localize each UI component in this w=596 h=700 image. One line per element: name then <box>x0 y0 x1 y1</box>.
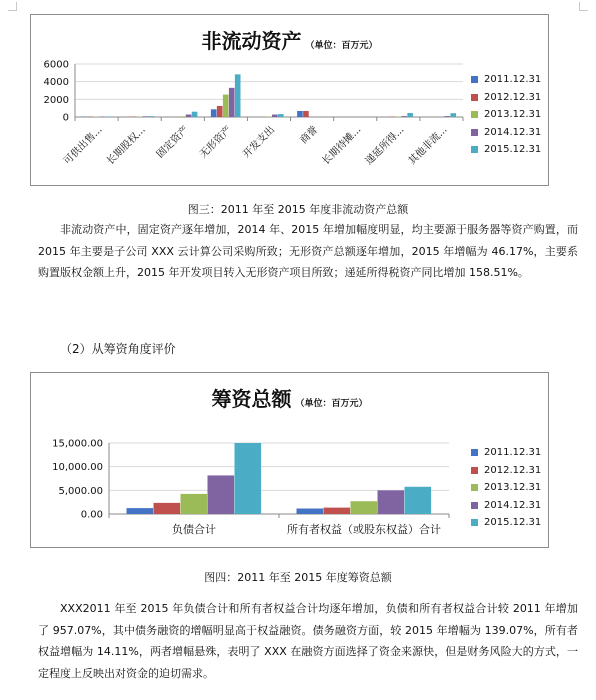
bar <box>154 503 181 514</box>
legend-label: 2014.12.31 <box>484 499 542 511</box>
x-category-label: 商誉 <box>298 124 321 147</box>
legend-label: 2012.12.31 <box>484 91 542 103</box>
legend-label: 2014.12.31 <box>484 126 542 138</box>
bar <box>395 116 401 117</box>
bar <box>137 116 143 117</box>
legend-swatch <box>471 484 478 491</box>
x-category-label: 可供出售... <box>61 124 105 168</box>
legend-swatch <box>471 146 478 153</box>
bar <box>181 494 208 514</box>
bar <box>278 114 284 117</box>
y-tick-label: 0.00 <box>80 509 103 521</box>
bar <box>127 508 154 514</box>
chart-unit: （单位：百万元） <box>305 41 378 51</box>
bar <box>208 475 235 514</box>
page-corner-mark <box>579 2 588 11</box>
y-tick-label: 5,000.00 <box>58 485 103 497</box>
legend-swatch <box>471 449 478 456</box>
figure-caption: 图四：2011 年至 2015 年度筹资总额 <box>204 571 392 584</box>
legend-label: 2011.12.31 <box>484 447 542 459</box>
bar <box>223 95 229 117</box>
legend-label: 2013.12.31 <box>484 482 542 494</box>
bar <box>186 115 192 117</box>
chart-title-text: 筹资总额 <box>211 387 292 411</box>
legend-item <box>471 479 541 497</box>
bar <box>272 115 278 117</box>
legend-swatch <box>471 129 478 136</box>
figure-caption: 图三：2011 年至 2015 年度非流动资产总额 <box>187 203 409 216</box>
legend-swatch <box>471 467 478 474</box>
legend-item <box>471 71 541 89</box>
legend-item <box>471 141 541 159</box>
legend-label: 2015.12.31 <box>484 144 542 156</box>
x-category-label: 负债合计 <box>172 523 216 536</box>
x-category-label: 长期待摊... <box>320 124 364 168</box>
body-paragraph: XXX2011 年至 2015 年负债合计和所有者权益合计均逐年增加，负债和所有者权益合计较 2011 年增加了 957.07%，其中债务融资的增幅明显高于权益融资。债务融资方面，较 2015 年增幅为 139.07%，所有者权益增幅为 14.11%，两者增幅悬殊，表明了 XXX 在融资方面选择了资金来源快，但是财务风险大的方式，一定程度上反映出对资金的迫切需求。 <box>38 602 578 680</box>
section-heading: （2）从筹资角度评价 <box>60 342 176 356</box>
bar <box>180 116 186 117</box>
legend-swatch <box>471 94 478 101</box>
legend-label: 2015.12.31 <box>484 517 542 529</box>
y-tick-label: 10,000.00 <box>52 462 103 474</box>
bar <box>235 74 241 117</box>
y-tick-label: 4000 <box>43 77 69 89</box>
bar <box>407 113 413 117</box>
page-corner-mark <box>8 2 17 11</box>
bar <box>211 109 217 117</box>
bar <box>192 112 198 117</box>
x-category-label: 其他非流... <box>406 124 450 168</box>
x-category-label: 所有者权益（或股东权益）合计 <box>287 523 441 536</box>
bar <box>297 509 324 514</box>
body-paragraph: 非流动资产中，固定资产逐年增加，2014 年、2015 年增加幅度明显，均主要源于服务器等资产购置，而 2015 年主要是子公司 XXX 云计算公司采购所致；无形资产总额逐年增加，2015 年增幅为 46.17%，主要系购置版权金额上升，2015 年开发项目转入无形资产项目所致；递延所得税资产同比增加 158.51%。 <box>38 223 578 279</box>
legend-item <box>471 89 541 107</box>
legend-item <box>471 514 541 532</box>
x-category-label: 无形资产 <box>197 124 235 161</box>
financing-total-chart[interactable] <box>30 372 549 548</box>
legend-label: 2012.12.31 <box>484 464 542 476</box>
bar <box>149 116 155 117</box>
legend-item <box>471 462 541 480</box>
y-tick-label: 0 <box>62 112 69 124</box>
legend-label: 2011.12.31 <box>484 74 542 86</box>
bar <box>303 111 309 117</box>
legend-swatch <box>471 111 478 118</box>
y-tick-label: 15,000.00 <box>52 438 103 450</box>
bar <box>143 116 149 117</box>
bar <box>378 490 405 514</box>
y-tick-label: 2000 <box>43 94 69 106</box>
x-category-label: 固定资产 <box>154 124 191 161</box>
legend-item <box>471 444 541 462</box>
x-category-label: 递延所得... <box>363 124 407 168</box>
bar <box>351 501 378 514</box>
legend-swatch <box>471 76 478 83</box>
y-tick-label: 6000 <box>43 59 69 71</box>
legend-swatch <box>471 519 478 526</box>
legend-label: 2013.12.31 <box>484 109 542 121</box>
bar <box>229 88 235 117</box>
bar <box>401 116 407 117</box>
bar <box>235 443 262 514</box>
chart-title-text: 非流动资产 <box>201 29 302 53</box>
non-current-assets-chart[interactable] <box>30 14 549 186</box>
chart-unit: （单位：百万元） <box>295 399 368 409</box>
bar <box>217 106 223 117</box>
legend-item <box>471 106 541 124</box>
x-category-label: 长期股权... <box>104 124 148 168</box>
legend-item <box>471 497 541 515</box>
bar <box>106 116 112 117</box>
bar <box>297 111 303 117</box>
legend-swatch <box>471 502 478 509</box>
x-category-label: 开发支出 <box>241 124 278 161</box>
legend-item <box>471 124 541 142</box>
bar <box>444 116 450 117</box>
chart-legend <box>471 71 541 159</box>
bar <box>450 113 456 117</box>
chart-legend <box>471 444 541 532</box>
bar <box>405 487 432 514</box>
bar <box>324 508 351 514</box>
